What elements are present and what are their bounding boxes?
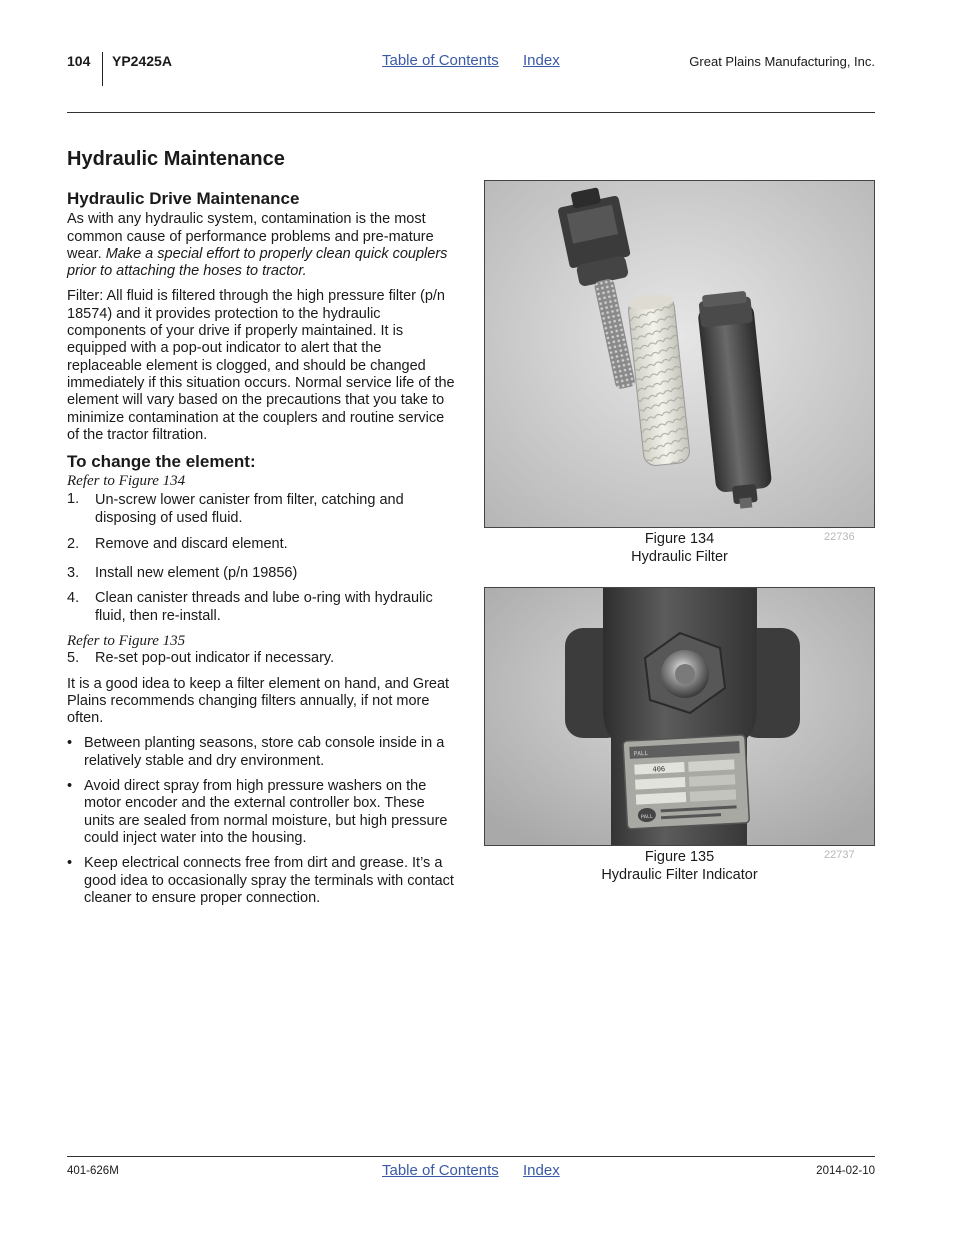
figure-135-caption — [484, 849, 875, 884]
figure-134-image-id: 22736 — [824, 531, 855, 543]
figure-134-photo — [484, 180, 875, 528]
refer-figure-135: Refer to Figure 135 — [67, 632, 186, 649]
step-text: Install new element (p/n 19856) — [95, 565, 298, 582]
intro-caution-text: Make a special effort to properly clean quick couplers prior to attaching the hoses to tractor. — [67, 245, 448, 280]
page-number: 104 — [67, 53, 91, 69]
filter-paragraph: Filter: All fluid is filtered through the high pressure filter (p/n 18574) and it provides protection to the hydraulic components of your drive if properly maintained. It is equipped with a pop-out indicator to alert that the replaceable element is clogged, and should be changed immediately if this situation occurs. Normal service life of the element will vary based on the precautions that you take to minimize contamination at the couplers and routine service of the tractor filtration. — [67, 288, 455, 443]
intro-text: As with any hydraulic system, contamination is the most common cause of performance problems and pre-mature wear. — [67, 211, 434, 262]
footer-part-number: 401-626M — [67, 1165, 119, 1177]
company-name: Great Plains Manufacturing, Inc. — [689, 54, 875, 69]
figure-134-label: Figure 134 — [644, 531, 715, 547]
step-text: Un-screw lower canister from filter, catching and disposing of used fluid. — [95, 491, 404, 527]
left-column — [67, 190, 457, 907]
footer-rule — [67, 1156, 875, 1157]
plate-label-top: PALL — [633, 749, 649, 758]
refer-figure-134: Refer to Figure 134 — [67, 473, 186, 490]
header-index-link[interactable]: Index — [523, 52, 560, 69]
plate-logo: PALL — [640, 813, 653, 821]
bullet-item — [67, 778, 457, 847]
subsection-title: Hydraulic Drive Maintenance — [67, 189, 300, 208]
step-text: Re-set pop-out indicator if necessary. — [95, 650, 335, 667]
intro-paragraph — [67, 211, 457, 280]
section-title: Hydraulic Maintenance — [67, 148, 285, 170]
bullet-glyph: • — [67, 778, 73, 795]
step-text: Remove and discard element. — [95, 535, 288, 552]
header-divider — [102, 52, 103, 86]
header-table-of-contents-link[interactable]: Table of Contents — [382, 52, 499, 69]
step-1 — [67, 491, 457, 528]
step-number: 4. — [67, 590, 80, 607]
figure-135-photo — [484, 587, 875, 846]
bullet-text: Avoid direct spray from high pressure washers on the motor encoder and the external controller box. These units are sealed from normal moisture, but high pressure could inject water into the housing. — [84, 778, 448, 846]
bullet-glyph: • — [67, 855, 73, 872]
figure-135-label: Figure 135 — [644, 849, 715, 865]
step-number: 2. — [67, 535, 80, 552]
bullet-text: Between planting seasons, store cab console inside in a relatively stable and dry environment. — [84, 735, 445, 769]
step-text: Clean canister threads and lube o-ring with hydraulic fluid, then re-install. — [95, 590, 433, 624]
figure-135-title: Hydraulic Filter Indicator — [601, 866, 758, 883]
document-code: YP2425A — [112, 53, 172, 69]
change-element-heading: To change the element: — [67, 452, 256, 472]
footer-date: 2014-02-10 — [816, 1165, 875, 1177]
step-number: 5. — [67, 650, 80, 667]
figure-135-image-id: 22737 — [824, 849, 855, 861]
step-number: 3. — [67, 565, 80, 582]
step-number: 1. — [67, 490, 80, 507]
bullet-item — [67, 735, 457, 770]
plate-label-code: 406 — [652, 765, 666, 774]
step-2 — [67, 536, 457, 553]
figure-134-title: Hydraulic Filter — [631, 548, 728, 565]
footer-index-link[interactable]: Index — [523, 1162, 560, 1179]
step-5 — [67, 650, 457, 667]
header-rule — [67, 112, 875, 113]
bullet-text: Keep electrical connects free from dirt and grease. It’s a good idea to occasionally spray the terminals with contact cleaner to ensure proper connection. — [84, 855, 454, 906]
bullet-glyph: • — [67, 735, 73, 752]
bullet-item — [67, 855, 457, 907]
footer-table-of-contents-link[interactable]: Table of Contents — [382, 1162, 499, 1179]
figure-134-caption — [484, 531, 875, 566]
step-3 — [67, 565, 457, 582]
step-4 — [67, 590, 457, 625]
advice-paragraph: It is a good idea to keep a filter element on hand, and Great Plains recommends changing filters annually, if not more often. — [67, 675, 450, 727]
